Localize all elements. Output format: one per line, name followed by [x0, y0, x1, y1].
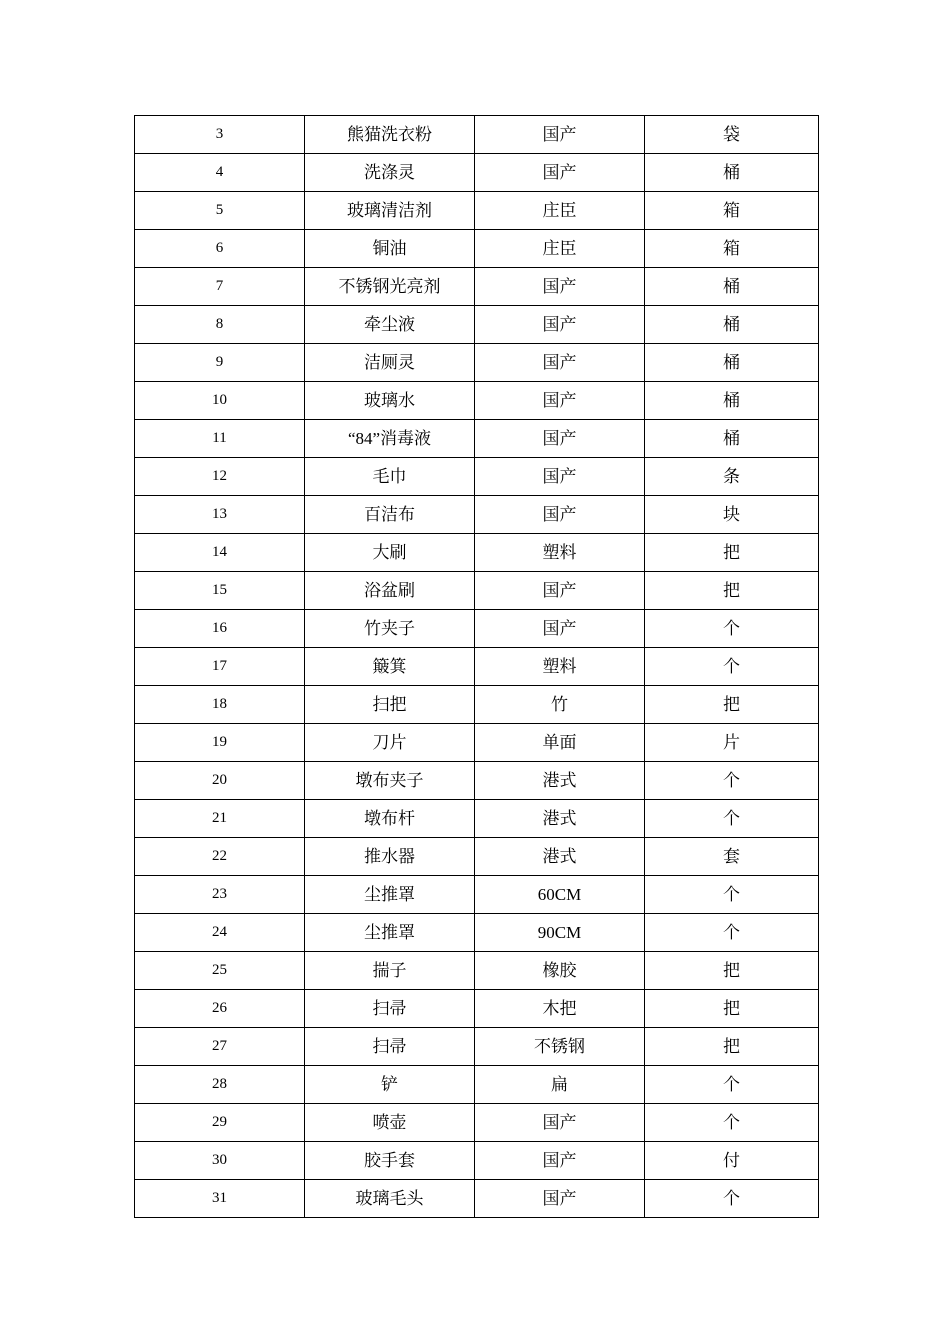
cell-spec: 橡胶	[475, 952, 645, 990]
cell-item-name: 毛巾	[305, 458, 475, 496]
cell-item-name: 玻璃毛头	[305, 1180, 475, 1218]
cell-item-name: 熊猫洗衣粉	[305, 116, 475, 154]
cell-spec: 国产	[475, 268, 645, 306]
cell-spec: 国产	[475, 572, 645, 610]
cell-spec: 国产	[475, 610, 645, 648]
cell-unit: 个	[645, 876, 819, 914]
table-row	[135, 344, 819, 382]
table-row	[135, 496, 819, 534]
cell-spec: 国产	[475, 1142, 645, 1180]
cell-spec: 国产	[475, 1180, 645, 1218]
table-row	[135, 1066, 819, 1104]
cell-unit: 条	[645, 458, 819, 496]
cell-number: 8	[135, 306, 305, 344]
table-row	[135, 724, 819, 762]
cell-number: 21	[135, 800, 305, 838]
cell-unit: 个	[645, 1180, 819, 1218]
cell-spec: 竹	[475, 686, 645, 724]
cell-unit: 个	[645, 610, 819, 648]
cell-number: 20	[135, 762, 305, 800]
table-row	[135, 1142, 819, 1180]
cell-number: 14	[135, 534, 305, 572]
cell-number: 4	[135, 154, 305, 192]
cell-spec: 港式	[475, 838, 645, 876]
cell-unit: 箱	[645, 230, 819, 268]
cell-unit: 把	[645, 952, 819, 990]
cell-unit: 把	[645, 572, 819, 610]
cell-number: 27	[135, 1028, 305, 1066]
cell-spec: 庄臣	[475, 192, 645, 230]
cell-spec: 国产	[475, 382, 645, 420]
cell-item-name: 洁厕灵	[305, 344, 475, 382]
cell-unit: 个	[645, 762, 819, 800]
cell-spec: 单面	[475, 724, 645, 762]
cell-item-name: 浴盆刷	[305, 572, 475, 610]
cell-item-name: 刀片	[305, 724, 475, 762]
cell-item-name: 簸箕	[305, 648, 475, 686]
cell-spec: 木把	[475, 990, 645, 1028]
cell-item-name: 玻璃清洁剂	[305, 192, 475, 230]
cell-unit: 付	[645, 1142, 819, 1180]
cell-unit: 箱	[645, 192, 819, 230]
cell-number: 19	[135, 724, 305, 762]
table-row	[135, 952, 819, 990]
cell-item-name: 尘推罩	[305, 876, 475, 914]
table-row	[135, 648, 819, 686]
cell-spec: 60CM	[475, 876, 645, 914]
cell-number: 17	[135, 648, 305, 686]
cell-item-name: 大刷	[305, 534, 475, 572]
cell-spec: 港式	[475, 762, 645, 800]
cell-number: 16	[135, 610, 305, 648]
cell-item-name: 胶手套	[305, 1142, 475, 1180]
cell-unit: 把	[645, 1028, 819, 1066]
cell-number: 11	[135, 420, 305, 458]
table-row	[135, 1028, 819, 1066]
cell-spec: 国产	[475, 344, 645, 382]
cell-spec: 90CM	[475, 914, 645, 952]
cell-number: 3	[135, 116, 305, 154]
cell-item-name: 墩布杆	[305, 800, 475, 838]
table-row	[135, 154, 819, 192]
cell-spec: 塑料	[475, 534, 645, 572]
cell-item-name: 揣子	[305, 952, 475, 990]
table-row	[135, 458, 819, 496]
cell-number: 31	[135, 1180, 305, 1218]
cell-unit: 把	[645, 534, 819, 572]
cell-unit: 桶	[645, 306, 819, 344]
cell-item-name: 百洁布	[305, 496, 475, 534]
cell-number: 26	[135, 990, 305, 1028]
cell-spec: 塑料	[475, 648, 645, 686]
table-row	[135, 610, 819, 648]
table-row	[135, 572, 819, 610]
cell-unit: 块	[645, 496, 819, 534]
cell-number: 23	[135, 876, 305, 914]
table-row	[135, 1104, 819, 1142]
cell-spec: 庄臣	[475, 230, 645, 268]
cell-item-name: 尘推罩	[305, 914, 475, 952]
table-row	[135, 116, 819, 154]
cell-spec: 不锈钢	[475, 1028, 645, 1066]
cell-unit: 桶	[645, 420, 819, 458]
cell-number: 5	[135, 192, 305, 230]
table-row	[135, 990, 819, 1028]
cell-number: 29	[135, 1104, 305, 1142]
cell-number: 25	[135, 952, 305, 990]
cell-number: 15	[135, 572, 305, 610]
table-row	[135, 306, 819, 344]
cell-item-name: “84”消毒液	[305, 420, 475, 458]
cell-unit: 桶	[645, 344, 819, 382]
cell-unit: 个	[645, 914, 819, 952]
table-row	[135, 762, 819, 800]
cell-item-name: 玻璃水	[305, 382, 475, 420]
cell-item-name: 扫帚	[305, 990, 475, 1028]
cell-number: 10	[135, 382, 305, 420]
cell-item-name: 铜油	[305, 230, 475, 268]
cell-number: 22	[135, 838, 305, 876]
table-row	[135, 382, 819, 420]
cell-spec: 国产	[475, 420, 645, 458]
cell-item-name: 铲	[305, 1066, 475, 1104]
table-row	[135, 838, 819, 876]
cell-unit: 桶	[645, 268, 819, 306]
cell-number: 28	[135, 1066, 305, 1104]
cell-item-name: 竹夹子	[305, 610, 475, 648]
cell-item-name: 洗涤灵	[305, 154, 475, 192]
cell-number: 18	[135, 686, 305, 724]
cell-spec: 扁	[475, 1066, 645, 1104]
table-row	[135, 230, 819, 268]
cell-unit: 把	[645, 686, 819, 724]
cell-spec: 港式	[475, 800, 645, 838]
supplies-table-body	[135, 116, 819, 1218]
cell-unit: 把	[645, 990, 819, 1028]
cell-number: 7	[135, 268, 305, 306]
cell-number: 6	[135, 230, 305, 268]
cell-unit: 套	[645, 838, 819, 876]
cell-unit: 个	[645, 800, 819, 838]
table-row	[135, 876, 819, 914]
table-row	[135, 914, 819, 952]
cell-item-name: 牵尘液	[305, 306, 475, 344]
table-row	[135, 268, 819, 306]
cell-unit: 个	[645, 1066, 819, 1104]
cell-number: 9	[135, 344, 305, 382]
cell-spec: 国产	[475, 306, 645, 344]
table-row	[135, 192, 819, 230]
cell-unit: 袋	[645, 116, 819, 154]
cell-number: 12	[135, 458, 305, 496]
table-row	[135, 420, 819, 458]
cell-unit: 片	[645, 724, 819, 762]
supplies-table	[134, 115, 819, 1218]
cell-number: 13	[135, 496, 305, 534]
cell-unit: 桶	[645, 154, 819, 192]
cell-item-name: 墩布夹子	[305, 762, 475, 800]
table-row	[135, 534, 819, 572]
cell-item-name: 喷壶	[305, 1104, 475, 1142]
cell-spec: 国产	[475, 458, 645, 496]
cell-item-name: 扫帚	[305, 1028, 475, 1066]
table-row	[135, 800, 819, 838]
cell-unit: 个	[645, 1104, 819, 1142]
cell-spec: 国产	[475, 1104, 645, 1142]
cell-unit: 个	[645, 648, 819, 686]
table-row	[135, 686, 819, 724]
cell-item-name: 推水器	[305, 838, 475, 876]
table-row	[135, 1180, 819, 1218]
cell-number: 30	[135, 1142, 305, 1180]
cell-item-name: 不锈钢光亮剂	[305, 268, 475, 306]
cell-spec: 国产	[475, 496, 645, 534]
cell-spec: 国产	[475, 154, 645, 192]
cell-spec: 国产	[475, 116, 645, 154]
cell-number: 24	[135, 914, 305, 952]
cell-item-name: 扫把	[305, 686, 475, 724]
cell-unit: 桶	[645, 382, 819, 420]
